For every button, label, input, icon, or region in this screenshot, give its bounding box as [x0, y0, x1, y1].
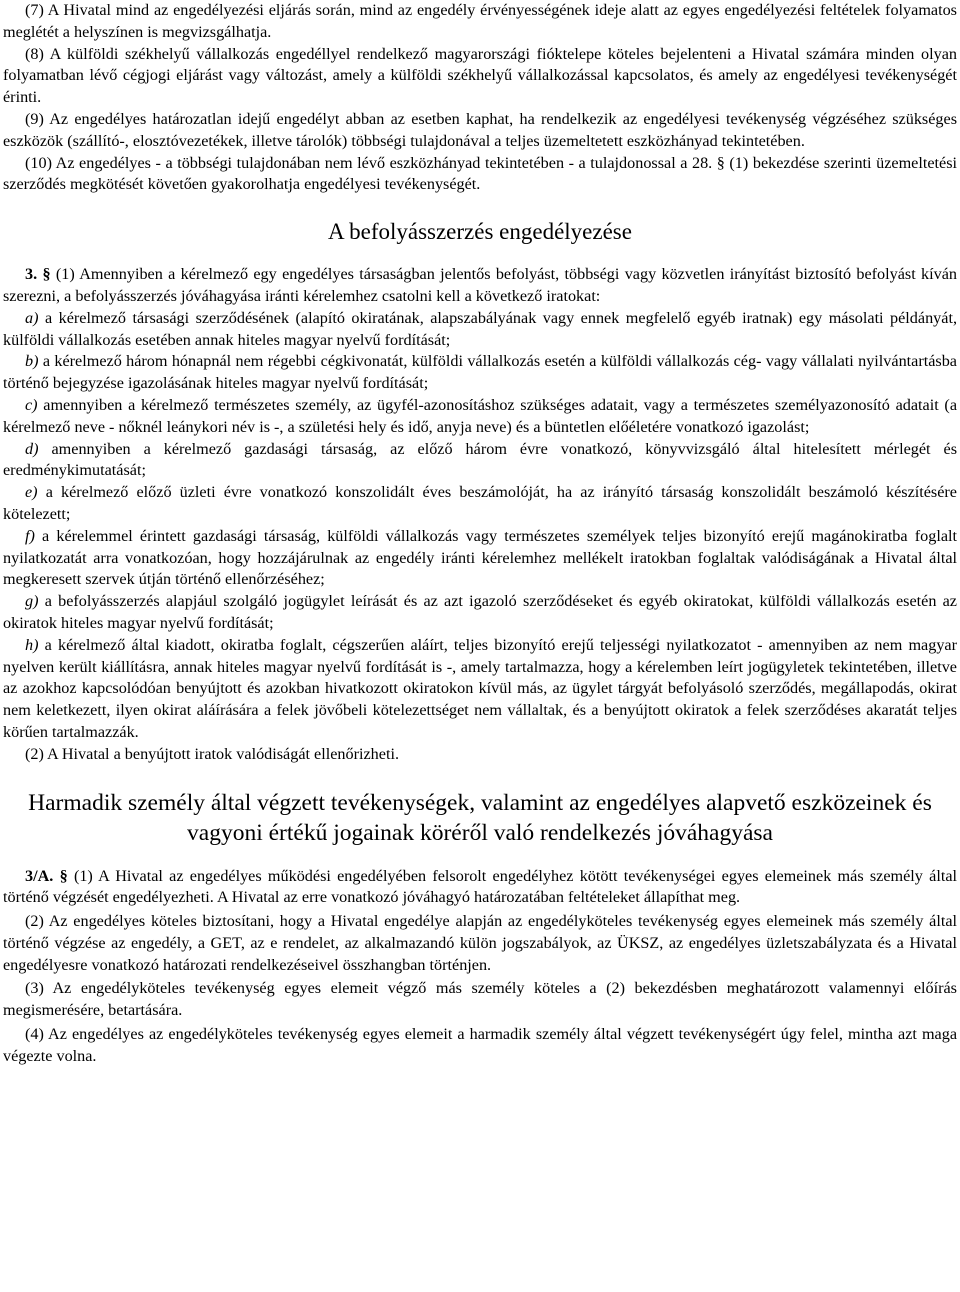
list-item-e: [3, 482, 957, 526]
section-3a-paragraph-4: (4) Az engedélyes az engedélyköteles tevékenység egyes elemeit a harmadik személy által végzett tevékenységért úgy felel, mintha azt maga végezte volna.: [3, 1025, 957, 1065]
list-item-label: a): [25, 308, 39, 327]
list-item-label: b): [25, 352, 39, 371]
list-item-label: d): [25, 439, 39, 458]
list-item-label: g): [25, 592, 39, 611]
list-item-h: [3, 635, 957, 744]
paragraph-8: (8) A külföldi székhelyű vállalkozás engedéllyel rendelkező magyarországi fióktelepe köteles bejelenteni a Hivatal számára minden olyan folyamatban lévő cégjogi eljárást vagy változást, amely a külföldi székhelyű vállalkozással kapcsolatos, és amely az engedélyesi tevékenységét érinti.: [3, 44, 957, 107]
list-item-text: a kérelemmel érintett gazdasági társaság, külföldi vállalkozás vagy természetes személyek teljes bizonyító erejű magánokiratba foglalt nyilatkozatát arra vonatkozóan, hogy hozzájárulnak az engedély iránti kérelemhez mellékelt iratokban foglaltak valódiságának a Hivatal által megkeresett szervek útján történő ellenőrzéséhez;: [3, 526, 957, 589]
section-sign: §: [59, 866, 68, 885]
list-item-text: amennyiben a kérelmező természetes személy, az ügyfél-azonosításhoz szükséges adatait, vagy a természetes személyazonosító adatait (a kérelmező neve - nőknél leánykori név is -, a születési hely és idő, anyja neve) és a büntetlen előéletére vonatkozó igazolást;: [3, 395, 958, 436]
paragraph-10: (10) Az engedélyes - a többségi tulajdonában nem lévő eszközhányad tekintetében - a tulajdonossal a 28. § (1) bekezdése szerinti üzemeltetési szerződés megkötését követően gyakorolhatja engedélyesi tevékenységét.: [3, 153, 957, 194]
section-3a-paragraph-2: (2) Az engedélyes köteles biztosítani, hogy a Hivatal engedélye alapján az engedélyköteles tevékenység egyes elemeinek más személy által történő végzése az engedély, a GET, az e rendelet, az alkalmazandó külön jogszabályok, az ÜKSZ, az engedélyes üzletszabályzata és a Hivatal engedélyesre vonatkozó határozati rendelkezéseivel összhangban történjen.: [3, 912, 957, 974]
list-item-text: a befolyásszerzés alapjául szolgáló jogügylet leírását és az azt igazoló szerződéseket és egyéb okiratokat, külföldi vállalkozás esetén az okiratok hiteles magyar nyelvű fordítását;: [3, 592, 957, 632]
list-item-text: a kérelmező társasági szerződésének (alapító okiratának, alapszabályának vagy ennek megfelelő egyéb iratnak) egy másolati példányát, külföldi vállalkozás esetében annak hiteles magyar nyelvű fordítását;: [3, 308, 957, 349]
section-text: (1) A Hivatal az engedélyes működési engedélyében felsorolt engedélyhez kötött tevékenységei egyes elemeinek más személy által történő végzését engedélyezheti. A Hivatal az erre vonatkozó jóváhagyó határozatában feltételeket állapíthat meg.: [3, 866, 958, 907]
section-number: 3.: [25, 265, 38, 284]
section-sign: §: [42, 265, 51, 284]
paragraph-7: (7) A Hivatal mind az engedélyezési eljárás során, mind az engedély érvényességének ideje alatt az egyes engedélyezési feltételek folyamatos meglétét a helyszínen is megvizsgálhatja.: [3, 1, 957, 41]
section-3a-paragraph-3: (3) Az engedélyköteles tevékenység egyes elemeit végző más személy köteles a (2) bekezdésben meghatározott valamennyi előírás megismerésére, betartására.: [3, 979, 957, 1020]
list-item-g: [3, 591, 957, 635]
list-item-text: a kérelmező három hónapnál nem régebbi cégkivonatát, külföldi vállalkozás esetén a külföldi vállalkozás cég- vagy vállalati nyilvántartásba történő bejegyzése igazolásának hiteles magyar nyelvű fordítását;: [3, 352, 957, 393]
section-3-paragraph-2: (2) A Hivatal a benyújtott iratok valódiságát ellenőrizheti.: [25, 744, 400, 763]
list-item-a: [3, 308, 957, 352]
list-item-label: f): [25, 526, 35, 545]
list-item-label: e): [25, 483, 38, 502]
list-item-text: a kérelmező által kiadott, okiratba foglalt, cégszerűen aláírt, teljes bizonyító erejű teljességi nyilatkozatot - amennyiben az nem magyar nyelven került kiállításra, annak hiteles magyar nyelvű fordítását is -, amely tartalmazza, hogy a kérelemben leírt jogügyletek tekintetében, illetve az azokhoz kapcsolódóan benyújtott és azokban hivatkozott okiratokon kívül más, az ügylet tárgyát befolyásoló szerződés, megállapodás, okirat nem keletkezett, ilyen okirat aláírására a felek jövőbeli kötelezettséget nem vállaltak, és a benyújtott okiratok a felek szerződéses akaratát teljes körűen tartalmazzák.: [3, 635, 958, 741]
list-item-label: c): [25, 395, 38, 414]
list-item-b: [3, 351, 957, 395]
section-heading-befolyasszerzes: A befolyásszerzés engedélyezése: [328, 219, 632, 245]
list-item-text: a kérelmező előző üzleti évre vonatkozó konszolidált éves beszámolóját, ha az irányító társaság konszolidált beszámoló készítésére kötelezett;: [3, 483, 957, 523]
section-text: (1) Amennyiben a kérelmező egy engedélyes társaságban jelentős befolyást, többségi vagy közvetlen irányítást biztosító befolyást kíván szerezni, a befolyásszerzés jóváhagyása iránti kérelemhez csatolni kell a következő iratokat:: [3, 265, 958, 305]
section-3-paragraph-1: [3, 264, 957, 308]
section-3a-paragraph-1: [3, 866, 957, 910]
list-item-d: [3, 439, 957, 483]
paragraph-9: (9) Az engedélyes határozatlan idejű engedélyt abban az esetben kaphat, ha rendelkezik az engedélyesi tevékenység végzéséhez szükséges eszközök (szállító-, elosztóvezetékek, illetve tárolók) többségi tulajdonával a teljes üzemeltetett eszközhányad tekintetében.: [3, 109, 957, 150]
list-item-f: [3, 526, 957, 591]
section-number: 3/A.: [25, 866, 54, 885]
list-item-c: [3, 395, 957, 439]
section-heading-harmadik-szemely: Harmadik személy által végzett tevékenységek, valamint az engedélyes alapvető eszközeinek és vagyoni értékű jogainak köréről való rendelkezés jóváhagyása: [28, 789, 932, 846]
list-item-label: h): [25, 635, 39, 654]
list-item-text: amennyiben a kérelmező gazdasági társaság, az előző három évre vonatkozó, könyvvizsgáló által hitelesített mérlegét és eredménykimutatását;: [3, 439, 958, 480]
